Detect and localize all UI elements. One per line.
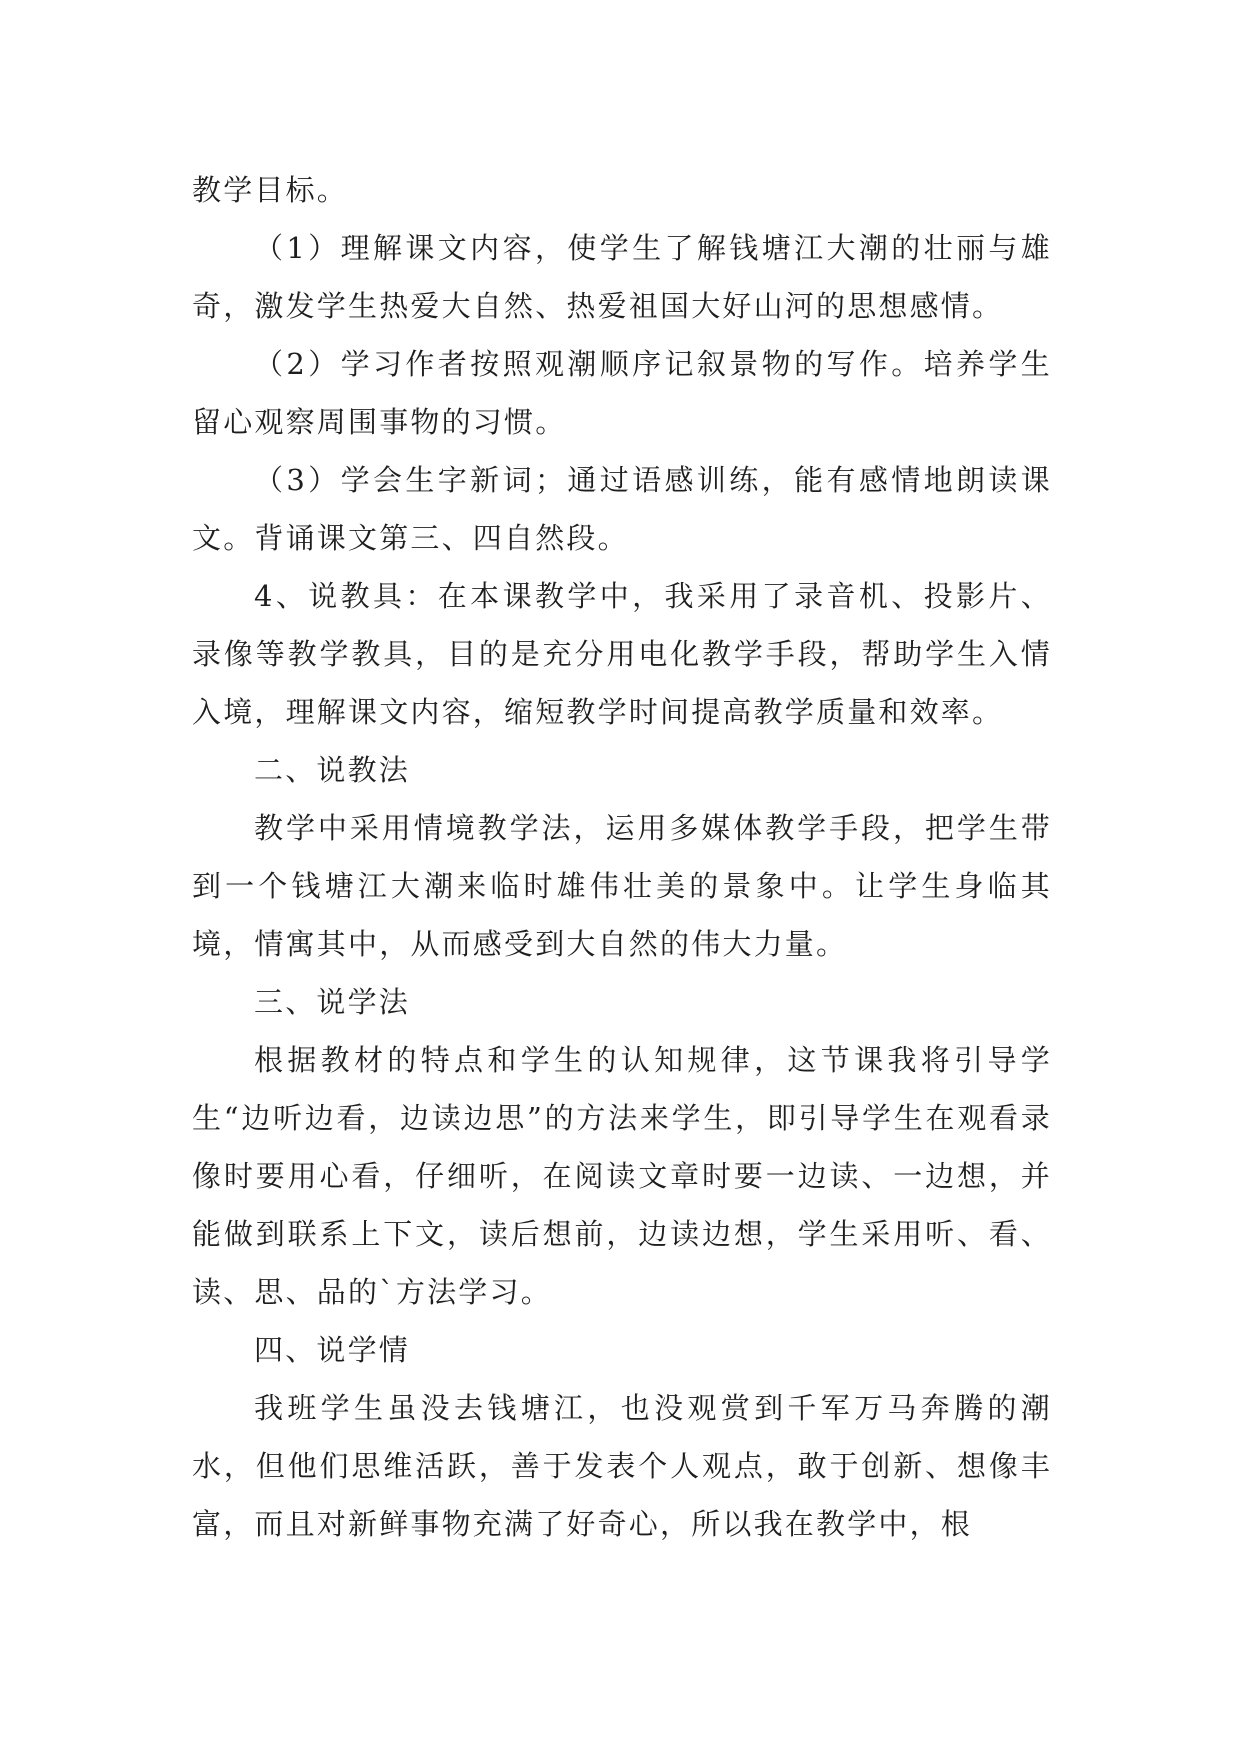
- document-body: [192, 161, 1052, 1553]
- paragraph-teaching-aids: 4、说教具：在本课教学中，我采用了录音机、投影片、录像等教学教具，目的是充分用电化教学手段，帮助学生入情入境，理解课文内容，缩短教学时间提高教学质量和效率。: [192, 579, 1052, 729]
- paragraph-teaching-method: 教学中采用情境教学法，运用多媒体教学手段，把学生带到一个钱塘江大潮来临时雄伟壮美的景象中。让学生身临其境，情寓其中，从而感受到大自然的伟大力量。: [192, 811, 1052, 961]
- section-heading-learning-method: 三、说学法: [254, 985, 411, 1019]
- paragraph-learning-method: 根据教材的特点和学生的认知规律，这节课我将引导学生“边听边看，边读边思”的方法来学生，即引导学生在观看录像时要用心看，仔细听，在阅读文章时要一边读、一边想，并能做到联系上下文，读后想前，边读边想，学生采用听、看、读、思、品的`方法学习。: [192, 1043, 1052, 1309]
- section-heading-student-situation: 四、说学情: [254, 1333, 411, 1367]
- paragraph-teaching-goals-intro: 教学目标。: [192, 173, 349, 207]
- paragraph-student-situation: 我班学生虽没去钱塘江，也没观赏到千军万马奔腾的潮水，但他们思维活跃，善于发表个人观点，敢于创新、想像丰富，而且对新鲜事物充满了好奇心，所以我在教学中，根: [192, 1391, 1052, 1541]
- paragraph-goal-3: （3）学会生字新词；通过语感训练，能有感情地朗读课文。背诵课文第三、四自然段。: [192, 463, 1052, 555]
- paragraph-goal-1: （1）理解课文内容，使学生了解钱塘江大潮的壮丽与雄奇，激发学生热爱大自然、热爱祖国大好山河的思想感情。: [192, 231, 1052, 323]
- section-heading-teaching-method: 二、说教法: [254, 753, 411, 787]
- paragraph-goal-2: （2）学习作者按照观潮顺序记叙景物的写作。培养学生留心观察周围事物的习惯。: [192, 347, 1052, 439]
